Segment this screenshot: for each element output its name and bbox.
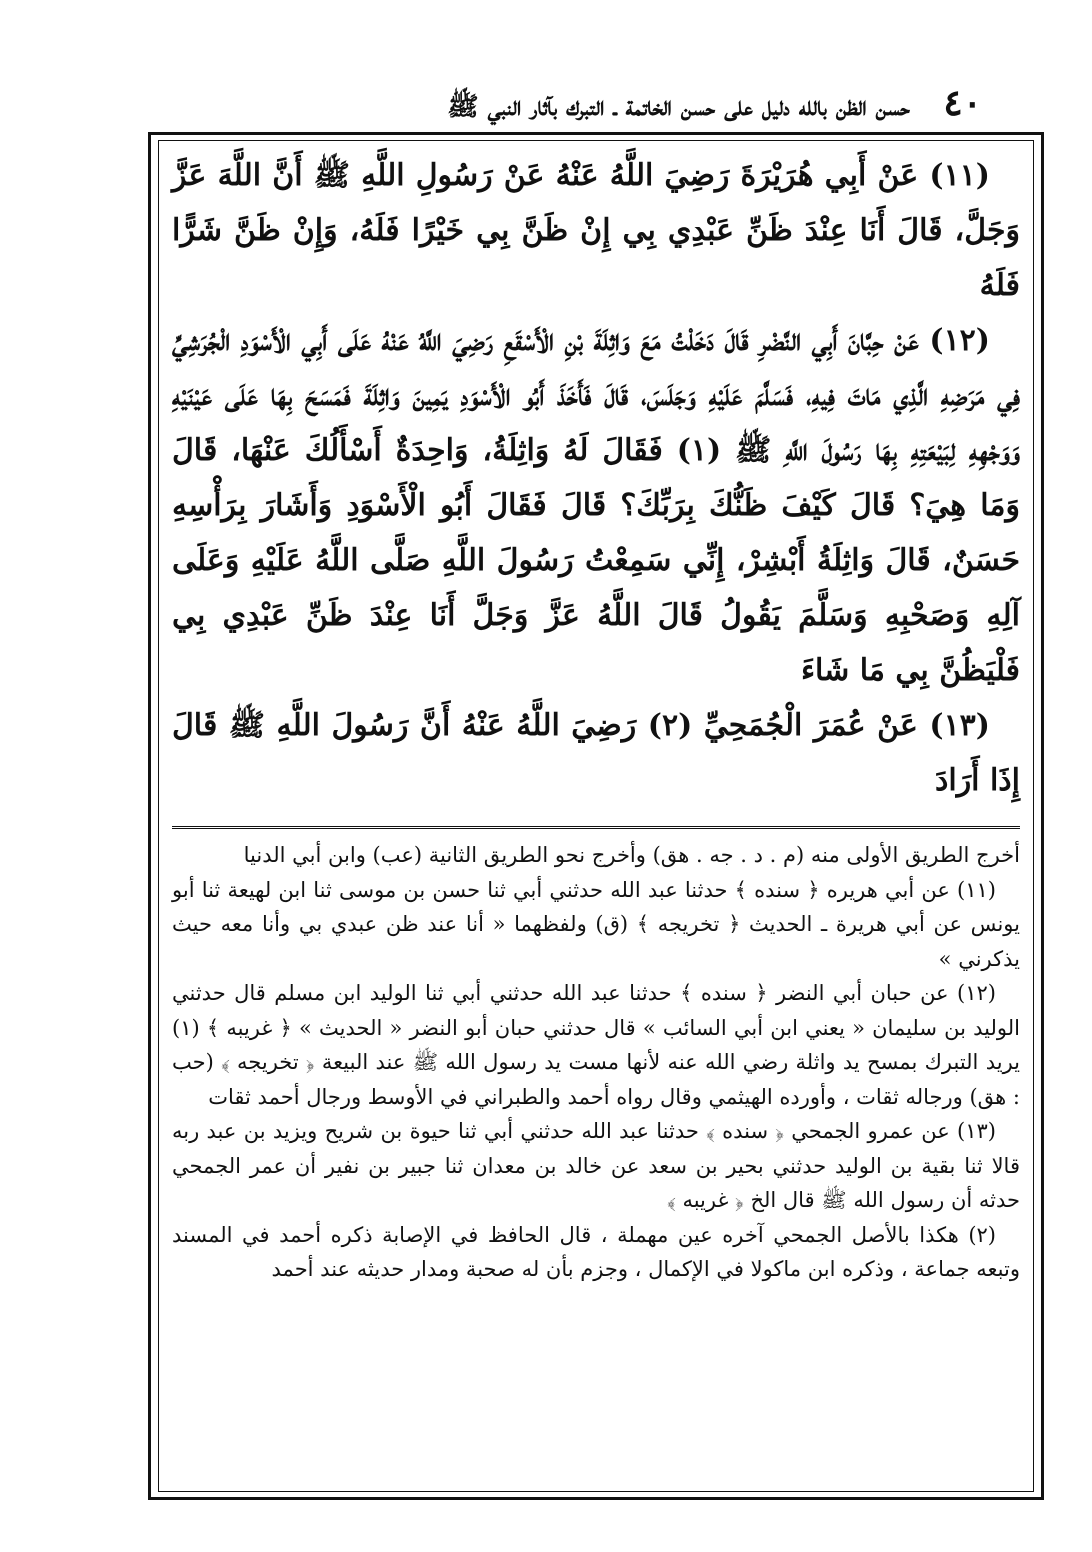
hadith-12: (١٢) عَنْ حِبَّانَ أَبِي النَّضْرِ قَالَ دَخَلْتُ مَعَ وَاثِلَةَ بْنِ الْأَسْقَعِ رَضِيَ اللَّهُ عَنْهُ عَلَى أَبِي الْأَسْوَدِ الْجُرَشِيِّ فِي مَرَضِهِ الَّذِي مَاتَ فِيهِ، فَسَلَّمَ عَلَيْهِ وَجَلَسَ، قَالَ فَأَخَذَ أَبُو الْأَسْوَدِ يَمِينَ وَاثِلَةَ فَمَسَحَ بِهَا عَلَى عَيْنَيْهِ وَوَجْهِهِ لِبَيْعَتِهِ بِهَا رَسُولَ اللَّهِ ﷺ (١) فَقَالَ لَهُ وَاثِلَةُ، وَاحِدَةٌ أَسْأَلُكَ عَنْهَا، قَالَ وَمَا هِيَ؟ قَالَ كَيْفَ ظَنُّكَ بِرَبِّكَ؟ قَالَ فَقَالَ أَبُو الْأَسْوَدِ وَأَشَارَ بِرَأْسِهِ حَسَنٌ، قَالَ وَاثِلَةُ أَبْشِرْ، إِنِّي سَمِعْتُ رَسُولَ اللَّهِ صَلَّى اللَّهُ عَلَيْهِ وَعَلَى آلِهِ وَصَحْبِهِ وَسَلَّمَ يَقُولُ قَالَ اللَّهُ عَزَّ وَجَلَّ أَنَا عِنْدَ ظَنِّ عَبْدِي بِي فَلْيَظُنَّ بِي مَا شَاءَ [172, 323, 1020, 688]
running-title: حسن الظن بالله دليل على حسن الخاتمة ـ التبرك بآثار النبي ﷺ [447, 92, 910, 122]
page-number: ٤٠ [943, 82, 982, 124]
footnote-12: (١٢) عن حبان أبي النضر ﴿ سنده ﴾ حدثنا عبد الله حدثني أبي ثنا الوليد ابن مسلم قال حدثني الوليد بن سليمان « يعني ابن أبي السائب » قال حدثني حبان أبو النضر « الحديث » ﴿ غريبه ﴾ (١) يريد التبرك بمسح يد واثلة رضي الله عنه لأنها مست يد رسول الله ﷺ عند البيعة ﴿ تخريجه ﴾ (حب : هق) ورجاله ثقات ، وأورده الهيثمي وقال رواه أحمد والطبراني في الأوسط ورجال أحمد ثقات [172, 981, 1020, 1109]
page-header [160, 80, 1080, 130]
main-text [172, 148, 1020, 808]
footnotes [172, 838, 1020, 1287]
hadith-11: (١١) عَنْ أَبِي هُرَيْرَةَ رَضِيَ اللَّهُ عَنْهُ عَنْ رَسُولِ اللَّهِ ﷺ أَنَّ اللَّهَ عَزَّ وَجَلَّ، قَالَ أَنَا عِنْدَ ظَنِّ عَبْدِي بِي إِنْ ظَنَّ بِي خَيْرًا فَلَهُ، وَإِنْ ظَنَّ شَرًّا فَلَهُ [172, 158, 1020, 303]
footnote-2: (٢) هكذا بالأصل الجمحي آخره عين مهملة ، قال الحافظ في الإصابة ذكره أحمد في المسند وتبعه جماعة ، وذكره ابن ماكولا في الإكمال ، وجزم بأن له صحبة ومدار حديثه عند أحمد [172, 1222, 1020, 1281]
footnote-11: (١١) عن أبي هريره ﴿ سنده ﴾ حدثنا عبد الله حدثني أبي ثنا حسن بن موسى ثنا ابن لهيعة ثنا أبو يونس عن أبي هريرة ـ الحديث ﴿ تخريجه ﴾ (ق) ولفظهما « أنا عند ظن عبدي بي وأنا معه حيث يذكرني » [172, 877, 1020, 971]
hadith-13: (١٣) عَنْ عُمَرَ الْجُمَحِيِّ (٢) رَضِيَ اللَّهُ عَنْهُ أَنَّ رَسُولَ اللَّهِ ﷺ قَالَ إِذَا أَرَادَ [172, 708, 1020, 798]
footnote-13: (١٣) عن عمرو الجمحي ﴿ سنده ﴾ حدثنا عبد الله حدثني أبي ثنا حيوة بن شريح ويزيد بن عبد ربه قالا ثنا بقية بن الوليد حدثني بحير بن سعد عن خالد بن معدان ثنا جبير بن نفير أن عمر الجمحي حدثه أن رسول الله ﷺ قال الخ ﴿ غريبه ﴾ [172, 1119, 1020, 1212]
footnote-divider [172, 826, 1020, 829]
footnote-takhrij: أخرج الطريق الأولى منه (م . د . جه . هق) وأخرج نحو الطريق الثانية (عب) وابن أبي الدنيا [243, 843, 1020, 867]
